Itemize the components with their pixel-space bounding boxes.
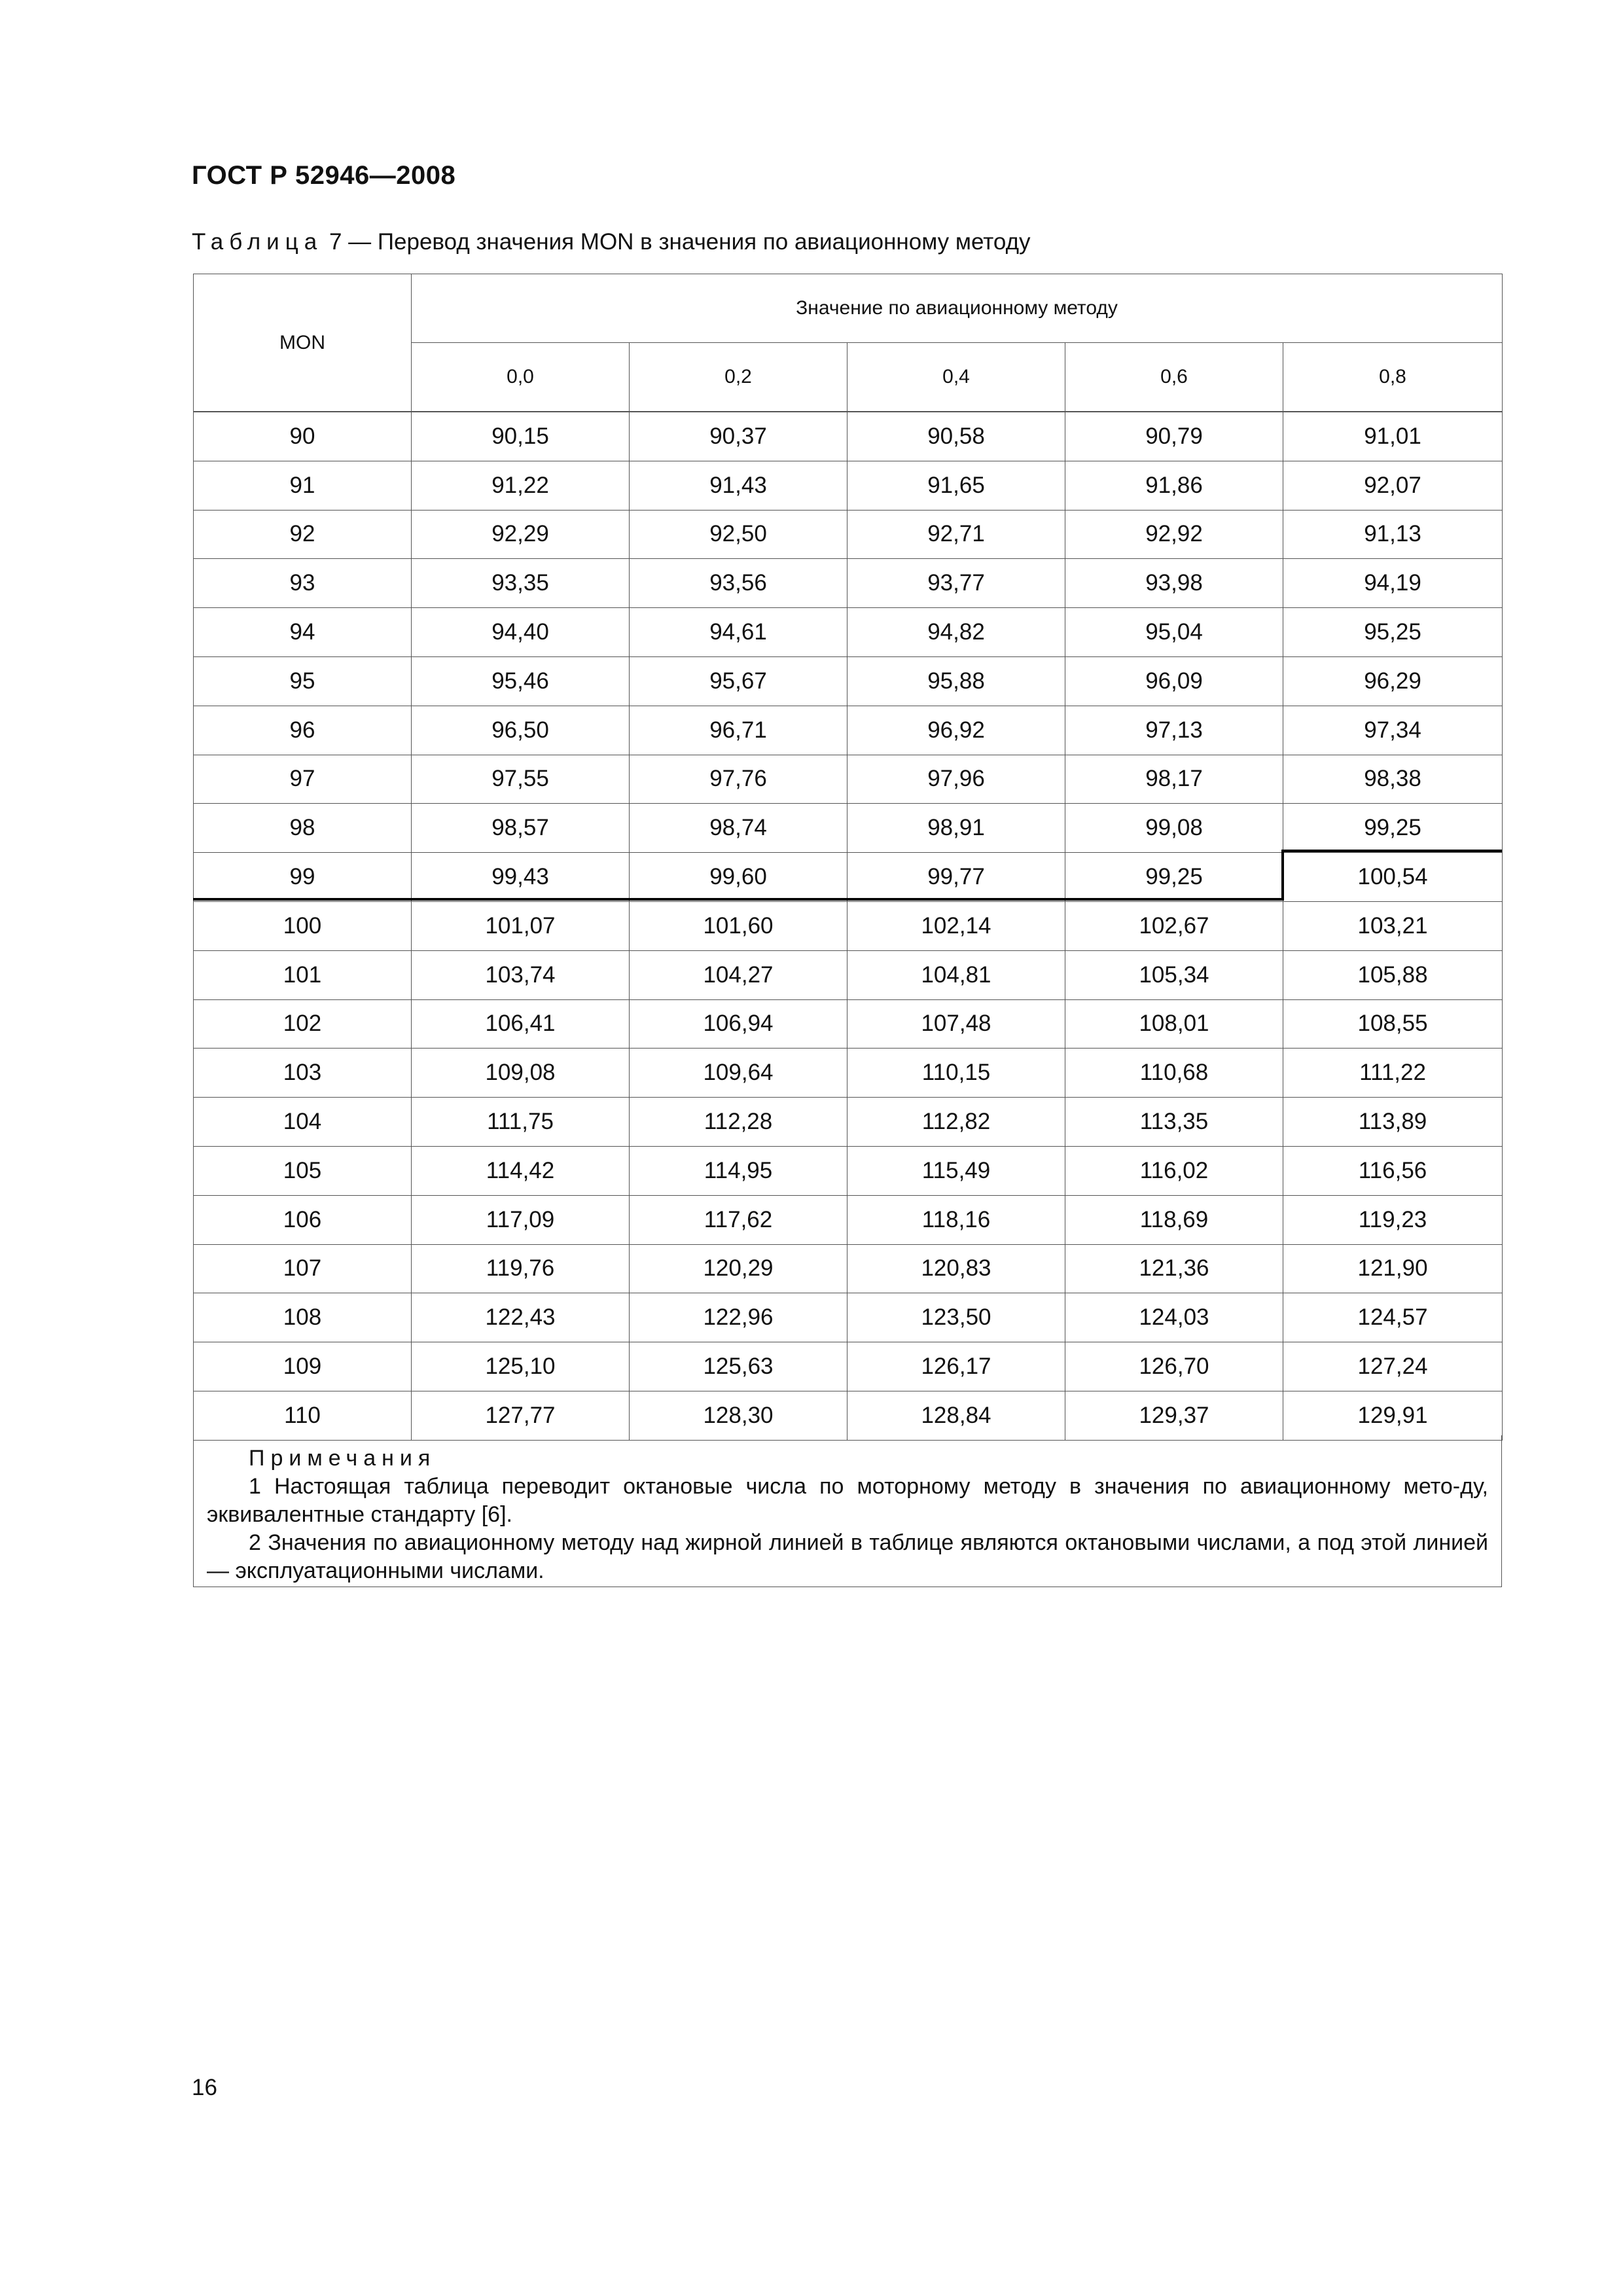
- aviation-value-cell: 121,90: [1283, 1244, 1503, 1293]
- aviation-value-cell: 99,25: [1283, 804, 1503, 853]
- mon-value-cell: 94: [194, 608, 412, 657]
- aviation-value-cell: 98,91: [847, 804, 1065, 853]
- aviation-value-cell: 127,24: [1283, 1342, 1503, 1391]
- table-row: [194, 1049, 1503, 1098]
- aviation-value-cell: 106,94: [630, 999, 847, 1049]
- mon-value-cell: 103: [194, 1049, 412, 1098]
- column-header-2: 0,4: [847, 343, 1065, 412]
- aviation-value-cell: 105,88: [1283, 950, 1503, 999]
- table-row: [194, 412, 1503, 461]
- aviation-value-cell: 95,25: [1283, 608, 1503, 657]
- aviation-value-cell: 108,01: [1065, 999, 1283, 1049]
- table-row: [194, 1244, 1503, 1293]
- aviation-value-cell: 99,43: [412, 853, 630, 902]
- aviation-value-cell: 112,82: [847, 1098, 1065, 1147]
- table-row: [194, 1391, 1503, 1440]
- mon-value-cell: 100: [194, 901, 412, 950]
- aviation-value-cell: 114,95: [630, 1146, 847, 1195]
- table-row: [194, 1098, 1503, 1147]
- aviation-value-cell: 96,29: [1283, 656, 1503, 706]
- table-row: [194, 950, 1503, 999]
- table-row: [194, 706, 1503, 755]
- aviation-value-cell: 119,23: [1283, 1195, 1503, 1244]
- aviation-value-cell: 90,58: [847, 412, 1065, 461]
- aviation-value-cell: 93,98: [1065, 559, 1283, 608]
- aviation-value-cell: 118,16: [847, 1195, 1065, 1244]
- aviation-value-cell: 122,43: [412, 1293, 630, 1342]
- aviation-value-cell: 126,17: [847, 1342, 1065, 1391]
- aviation-value-cell: 96,09: [1065, 656, 1283, 706]
- aviation-value-cell: 102,14: [847, 901, 1065, 950]
- mon-column-header: MON: [194, 274, 412, 412]
- aviation-value-cell: 122,96: [630, 1293, 847, 1342]
- aviation-value-cell: 92,50: [630, 510, 847, 559]
- note-item-1: 1 Настоящая таблица переводит октановые числа по моторному методу в значения по авиационному мето-ду, эквивалентные стандарту [6].: [207, 1474, 1488, 1527]
- mon-value-cell: 107: [194, 1244, 412, 1293]
- mon-value-cell: 91: [194, 461, 412, 510]
- table-row: [194, 608, 1503, 657]
- aviation-value-cell: 99,77: [847, 853, 1065, 902]
- aviation-value-cell: 116,56: [1283, 1146, 1503, 1195]
- aviation-value-cell: 105,34: [1065, 950, 1283, 999]
- aviation-value-cell: 98,38: [1283, 755, 1503, 804]
- aviation-value-cell: 113,35: [1065, 1098, 1283, 1147]
- table-row: [194, 804, 1503, 853]
- aviation-value-cell: 97,96: [847, 755, 1065, 804]
- aviation-value-cell: 111,22: [1283, 1049, 1503, 1098]
- aviation-value-cell: 121,36: [1065, 1244, 1283, 1293]
- aviation-value-cell: 113,89: [1283, 1098, 1503, 1147]
- aviation-value-cell: 110,68: [1065, 1049, 1283, 1098]
- aviation-value-cell: 91,01: [1283, 412, 1503, 461]
- table-row: [194, 1293, 1503, 1342]
- mon-value-cell: 97: [194, 755, 412, 804]
- aviation-value-cell: 97,76: [630, 755, 847, 804]
- aviation-value-cell: 124,03: [1065, 1293, 1283, 1342]
- aviation-value-cell: 98,74: [630, 804, 847, 853]
- aviation-value-cell: 120,29: [630, 1244, 847, 1293]
- column-header-3: 0,6: [1065, 343, 1283, 412]
- aviation-value-cell: 91,86: [1065, 461, 1283, 510]
- mon-value-cell: 99: [194, 853, 412, 902]
- aviation-value-cell: 116,02: [1065, 1146, 1283, 1195]
- table-row: [194, 901, 1503, 950]
- aviation-value-cell: 97,34: [1283, 706, 1503, 755]
- table-caption-label: Таблица: [192, 229, 323, 255]
- mon-value-cell: 108: [194, 1293, 412, 1342]
- aviation-value-cell: 101,07: [412, 901, 630, 950]
- table-row: [194, 656, 1503, 706]
- aviation-value-cell: 99,08: [1065, 804, 1283, 853]
- aviation-value-cell: 120,83: [847, 1244, 1065, 1293]
- aviation-value-cell: 99,60: [630, 853, 847, 902]
- aviation-value-cell: 99,25: [1065, 853, 1283, 902]
- aviation-value-cell: 90,15: [412, 412, 630, 461]
- aviation-value-cell: 117,09: [412, 1195, 630, 1244]
- aviation-value-cell: 92,29: [412, 510, 630, 559]
- aviation-value-cell: 96,92: [847, 706, 1065, 755]
- aviation-value-cell: 104,81: [847, 950, 1065, 999]
- aviation-value-cell: 117,62: [630, 1195, 847, 1244]
- column-header-0: 0,0: [412, 343, 630, 412]
- aviation-value-cell: 107,48: [847, 999, 1065, 1049]
- aviation-value-cell: 94,61: [630, 608, 847, 657]
- table-caption: [192, 229, 1031, 255]
- aviation-value-cell: 104,27: [630, 950, 847, 999]
- aviation-value-cell: 101,60: [630, 901, 847, 950]
- aviation-value-cell: 123,50: [847, 1293, 1065, 1342]
- mon-value-cell: 104: [194, 1098, 412, 1147]
- aviation-value-cell: 96,71: [630, 706, 847, 755]
- mon-value-cell: 109: [194, 1342, 412, 1391]
- table-wrapper: [193, 274, 1502, 1587]
- aviation-value-cell: 98,57: [412, 804, 630, 853]
- aviation-value-cell: 91,22: [412, 461, 630, 510]
- mon-value-cell: 106: [194, 1195, 412, 1244]
- aviation-value-cell: 125,10: [412, 1342, 630, 1391]
- aviation-value-cell: 109,64: [630, 1049, 847, 1098]
- aviation-value-cell: 114,42: [412, 1146, 630, 1195]
- aviation-value-cell: 95,88: [847, 656, 1065, 706]
- aviation-method-group-header: Значение по авиационному методу: [412, 274, 1503, 343]
- aviation-value-cell: 124,57: [1283, 1293, 1503, 1342]
- aviation-value-cell: 97,13: [1065, 706, 1283, 755]
- mon-value-cell: 102: [194, 999, 412, 1049]
- mon-value-cell: 105: [194, 1146, 412, 1195]
- aviation-value-cell: 97,55: [412, 755, 630, 804]
- aviation-value-cell: 91,65: [847, 461, 1065, 510]
- aviation-value-cell: 103,74: [412, 950, 630, 999]
- table-row: [194, 559, 1503, 608]
- aviation-value-cell: 110,15: [847, 1049, 1065, 1098]
- table-row: [194, 510, 1503, 559]
- mon-value-cell: 96: [194, 706, 412, 755]
- table-row: [194, 1146, 1503, 1195]
- aviation-value-cell: 94,40: [412, 608, 630, 657]
- aviation-value-cell: 115,49: [847, 1146, 1065, 1195]
- aviation-value-cell: 126,70: [1065, 1342, 1283, 1391]
- aviation-value-cell: 98,17: [1065, 755, 1283, 804]
- aviation-value-cell: 95,67: [630, 656, 847, 706]
- aviation-value-cell: 102,67: [1065, 901, 1283, 950]
- bold-boundary-line-right: [1281, 850, 1502, 852]
- aviation-value-cell: 92,92: [1065, 510, 1283, 559]
- aviation-value-cell: 125,63: [630, 1342, 847, 1391]
- aviation-value-cell: 118,69: [1065, 1195, 1283, 1244]
- aviation-value-cell: 127,77: [412, 1391, 630, 1440]
- aviation-value-cell: 90,79: [1065, 412, 1283, 461]
- aviation-value-cell: 95,46: [412, 656, 630, 706]
- aviation-value-cell: 95,04: [1065, 608, 1283, 657]
- mon-value-cell: 98: [194, 804, 412, 853]
- column-header-1: 0,2: [630, 343, 847, 412]
- aviation-value-cell: 109,08: [412, 1049, 630, 1098]
- aviation-value-cell: 129,37: [1065, 1391, 1283, 1440]
- table-row: [194, 461, 1503, 510]
- table-row: [194, 1195, 1503, 1244]
- aviation-value-cell: 93,35: [412, 559, 630, 608]
- bold-boundary-line-step: [1281, 850, 1284, 901]
- doc-title: ГОСТ Р 52946—2008: [192, 161, 456, 190]
- aviation-value-cell: 128,84: [847, 1391, 1065, 1440]
- aviation-value-cell: 129,91: [1283, 1391, 1503, 1440]
- notes-heading: Примечания: [249, 1446, 437, 1471]
- table-row: [194, 853, 1503, 902]
- aviation-value-cell: 96,50: [412, 706, 630, 755]
- aviation-value-cell: 92,71: [847, 510, 1065, 559]
- column-header-4: 0,8: [1283, 343, 1503, 412]
- aviation-value-cell: 119,76: [412, 1244, 630, 1293]
- aviation-value-cell: 103,21: [1283, 901, 1503, 950]
- note-item-2: 2 Значения по авиационному методу над жирной линией в таблице являются октановыми числами, а под этой линией — эксплуатационными числами.: [207, 1530, 1488, 1583]
- bold-boundary-line-left: [193, 898, 1283, 901]
- aviation-value-cell: 112,28: [630, 1098, 847, 1147]
- aviation-value-cell: 94,19: [1283, 559, 1503, 608]
- aviation-value-cell: 91,43: [630, 461, 847, 510]
- mon-value-cell: 101: [194, 950, 412, 999]
- table-caption-text: 7 — Перевод значения MON в значения по авиационному методу: [323, 229, 1031, 255]
- aviation-value-cell: 93,56: [630, 559, 847, 608]
- aviation-value-cell: 92,07: [1283, 461, 1503, 510]
- mon-value-cell: 93: [194, 559, 412, 608]
- aviation-value-cell: 106,41: [412, 999, 630, 1049]
- mon-value-cell: 90: [194, 412, 412, 461]
- mon-value-cell: 92: [194, 510, 412, 559]
- conversion-table: [193, 274, 1503, 1441]
- aviation-value-cell: 111,75: [412, 1098, 630, 1147]
- aviation-value-cell: 100,54: [1283, 853, 1503, 902]
- page-number: 16: [192, 2075, 217, 2100]
- table-row: [194, 999, 1503, 1049]
- mon-value-cell: 95: [194, 656, 412, 706]
- aviation-value-cell: 108,55: [1283, 999, 1503, 1049]
- table-row: [194, 1342, 1503, 1391]
- aviation-value-cell: 91,13: [1283, 510, 1503, 559]
- mon-value-cell: 110: [194, 1391, 412, 1440]
- aviation-value-cell: 93,77: [847, 559, 1065, 608]
- aviation-value-cell: 90,37: [630, 412, 847, 461]
- aviation-value-cell: 128,30: [630, 1391, 847, 1440]
- aviation-value-cell: 94,82: [847, 608, 1065, 657]
- table-row: [194, 755, 1503, 804]
- table-notes: [193, 1435, 1502, 1587]
